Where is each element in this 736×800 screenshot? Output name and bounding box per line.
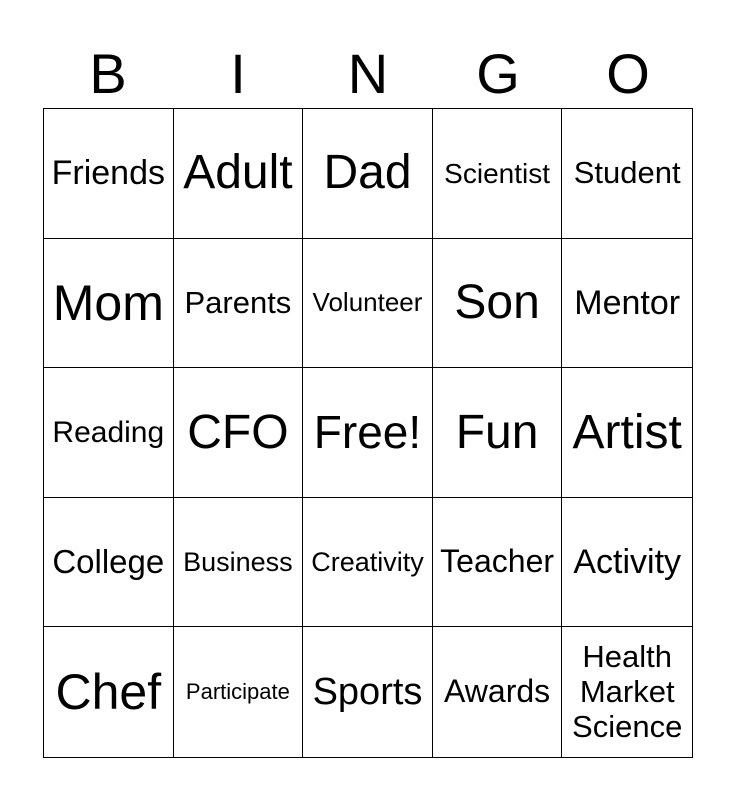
bingo-cell[interactable]: Adult <box>174 109 304 239</box>
bingo-cell[interactable]: CFO <box>174 368 304 498</box>
bingo-cell[interactable]: Volunteer <box>303 239 433 369</box>
bingo-cell[interactable]: Mentor <box>562 239 692 369</box>
bingo-cell[interactable]: Health Market Science <box>572 639 683 744</box>
bingo-cell[interactable]: Son <box>433 239 563 369</box>
bingo-cell[interactable]: Participate <box>174 627 304 757</box>
bingo-cell[interactable]: Sports <box>303 627 433 757</box>
bingo-cell[interactable]: Friends <box>44 109 174 239</box>
bingo-cell[interactable]: Teacher <box>433 498 563 628</box>
bingo-cell[interactable]: Mom <box>44 239 174 369</box>
header-letter-n: N <box>347 42 389 105</box>
bingo-cell[interactable]: Scientist <box>433 109 563 239</box>
bingo-cell[interactable]: Dad <box>303 109 433 239</box>
bingo-cell[interactable]: Chef <box>44 627 174 757</box>
bingo-cell[interactable]: Free! <box>303 368 433 498</box>
bingo-cell[interactable]: Awards <box>433 627 563 757</box>
bingo-board <box>43 108 693 758</box>
header-letter-i: I <box>230 42 246 105</box>
header-letter-g: G <box>476 42 520 105</box>
bingo-header <box>43 40 693 108</box>
bingo-cell[interactable]: Fun <box>433 368 563 498</box>
bingo-cell[interactable]: Artist <box>562 368 692 498</box>
bingo-cell[interactable]: Student <box>562 109 692 239</box>
header-letter-o: O <box>606 42 650 105</box>
header-letter-b: B <box>89 42 127 105</box>
bingo-cell[interactable]: Business <box>174 498 304 628</box>
bingo-cell[interactable]: Creativity <box>303 498 433 628</box>
bingo-cell[interactable]: Activity <box>562 498 692 628</box>
bingo-cell[interactable]: College <box>44 498 174 628</box>
bingo-cell[interactable]: Parents <box>174 239 304 369</box>
bingo-cell[interactable]: Reading <box>44 368 174 498</box>
